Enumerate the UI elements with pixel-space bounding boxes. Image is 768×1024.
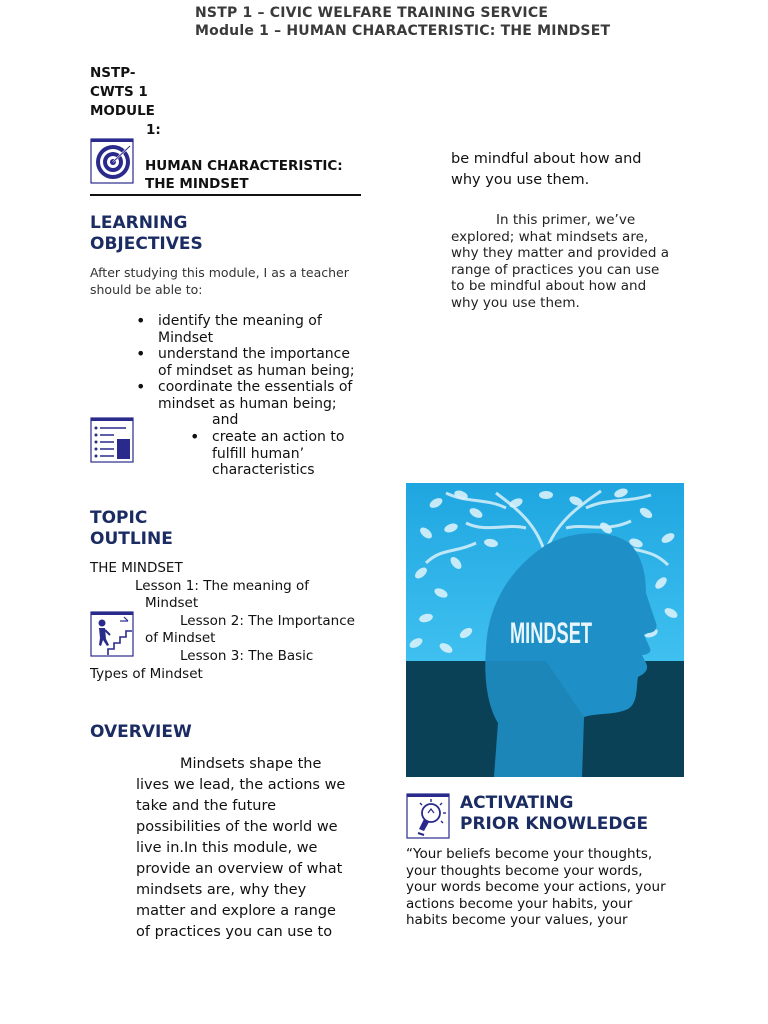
mindset-illustration: [406, 483, 684, 777]
objectives-list-nested: [212, 429, 362, 479]
lightbulb-icon: [406, 793, 448, 839]
list-item: • create an action to fulfill human’ characteristics: [212, 429, 362, 479]
target-icon: [90, 138, 132, 184]
module-label: NSTP- CWTS 1 MODULE 1:: [90, 65, 161, 138]
stairs-climber-icon: [90, 611, 132, 657]
title-divider: [90, 194, 361, 196]
learning-objectives-title: LEARNING OBJECTIVES: [90, 213, 203, 254]
activating-title: ACTIVATING PRIOR KNOWLEDGE: [460, 793, 649, 834]
list-item: • identify the meaning of Mindset: [158, 313, 362, 346]
list-item: • coordinate the essentials of mindset as human being; and: [158, 379, 362, 429]
activating-quote: “Your beliefs become your thoughts, your thoughts become your words, your words become your actions, your actions become your habits, your habits become your values, your: [406, 846, 666, 928]
document-header-line2: Module 1 – HUMAN CHARACTERISTIC: THE MINDSET: [195, 23, 611, 39]
module-title: HUMAN CHARACTERISTIC: THE MINDSET: [145, 158, 343, 192]
overview-text: Mindsets shape the lives we lead, the actions we take and the future possibilities of the world we live in.In this module, we provide an overview of what mindsets are, why they matter and explore a range of practices you can use to: [136, 756, 346, 940]
document-header-line1: NSTP 1 – CIVIC WELFARE TRAINING SERVICE: [195, 5, 549, 21]
overview-title: OVERVIEW: [90, 722, 192, 742]
topic-outline: THE MINDSET Lesson 1: The meaning of Mindset Lesson 2: The Importance of Mindset Lesson 3: The Basic Types of Mindset: [90, 560, 355, 682]
objectives-intro: After studying this module, I as a teacher should be able to:: [90, 265, 349, 297]
mindset-image-label: MINDSET: [510, 617, 592, 650]
overview-continued: be mindful about how and why you use them.: [451, 151, 642, 188]
primer-text: In this primer, we’ve explored; what mindsets are, why they matter and provided a range of practices you can use to be mindful about how and why you use them.: [451, 212, 669, 311]
checklist-icon: [90, 417, 132, 463]
objectives-list: [158, 313, 362, 429]
topic-outline-title: TOPIC OUTLINE: [90, 508, 173, 549]
list-item: • understand the importance of mindset as human being;: [158, 346, 362, 379]
